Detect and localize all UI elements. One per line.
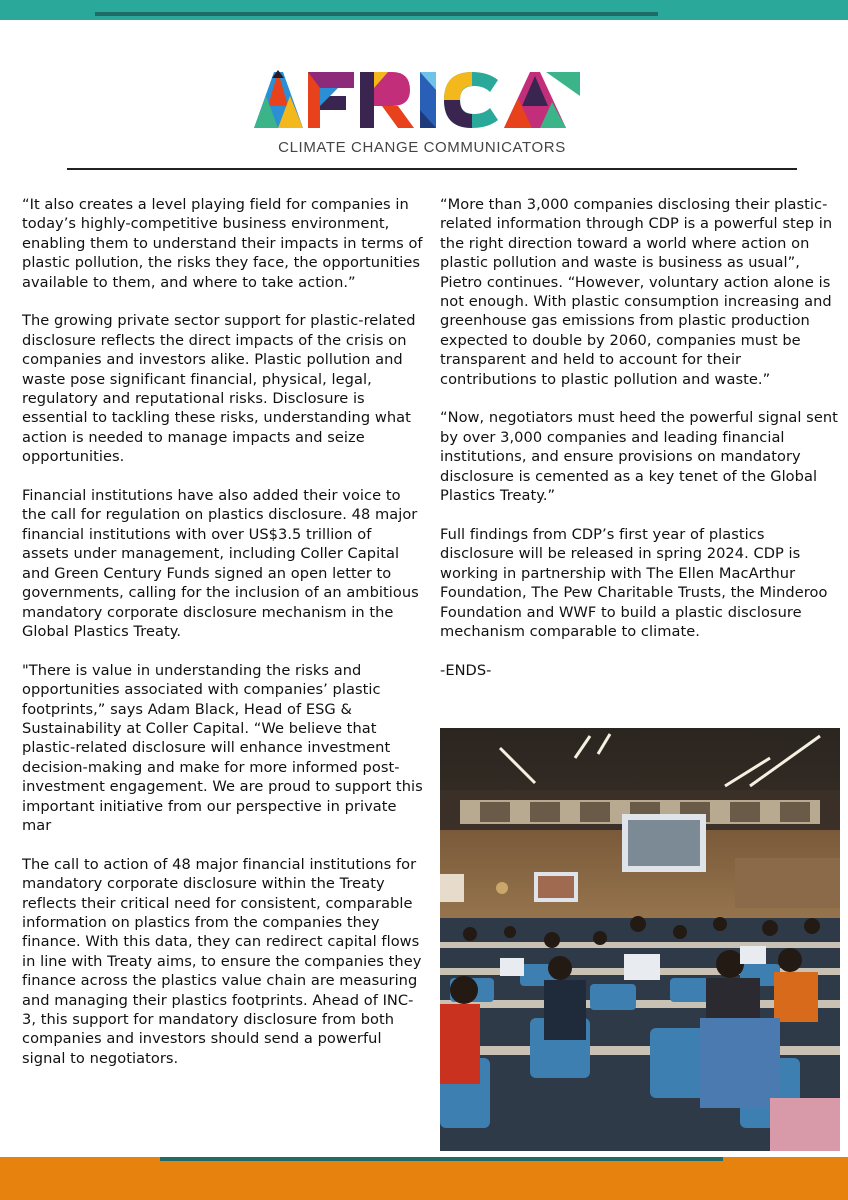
article-left-column — [22, 195, 427, 1088]
emblem — [496, 882, 508, 894]
logo-tagline: CLIMATE CHANGE COMMUNICATORS — [278, 139, 566, 156]
conference-hall-photo — [440, 728, 840, 1151]
paragraph-financial-institutions: Financial institutions have also added their voice to the call for regulation on plastics disclosure. 48 major financial institutions with over US$3.5 trillion of assets under management, including Coller Capital and Green Century Funds signed an open letter to governments, calling for the inclusion of an ambitious mandatory corporate disclosure mechanism in the Global Plastics Treaty. — [22, 487, 419, 640]
bottom-orange-band — [0, 1157, 848, 1200]
logo-letter-f — [308, 72, 354, 128]
bottom-accent-line — [160, 1157, 723, 1161]
paragraph-call-to-action: The call to action of 48 major financial institutions for mandatory corporate disclosure within the Treaty reflects their critical need for consistent, comparable information on plastics from the companies they finance. With this data, they can redirect capital flows in line with Treaty aims, to ensure the companies they finance across the plastics value chain are measuring and managing their plastics footprints. Ahead of INC- 3, this support for mandatory disclosure from both companies and investors should send a powerful signal to negotiators. — [22, 855, 422, 1067]
top-accent-line — [95, 12, 658, 16]
paragraph-pietro-quote: “More than 3,000 companies disclosing their plastic- related information through CDP is a powerful step in the right direction toward a world where action on plastic pollution and waste is business as usual”, Pietro continues. “However, voluntary action alone is not enough. With plastic consumption increasing and greenhouse gas emissions from plastic production expected to double by 2060, companies must be transparent and held to account for their contributions to plastic pollution and waste.” — [440, 196, 833, 388]
paragraph-private-sector-support: The growing private sector support for plastic-related disclosure reflects the direct impacts of the crisis on companies and investors alike. Plastic pollution and waste pose significant financial, physical, legal, regulatory and reputational risks. Disclosure is essential to tackling these risks, understanding what action is needed to manage impacts and seize opportunities. — [22, 312, 416, 466]
logo-letter-r — [360, 72, 414, 128]
logo-letter-a-2 — [504, 72, 580, 128]
paragraph-adam-black-quote: "There is value in understanding the risks and opportunities associated with companies’ plastic footprints,” says Adam Black, Head of ESG & Sustainability at Coller Capital. “We believe that plastic-related disclosure will enhance investment decision-making and make for more informed post- investment engagement. We are proud to support this important initiative from our perspective in private mar — [22, 661, 423, 834]
paragraph-level-playing-field: “It also creates a level playing field for companies in today’s highly-competitive business environment, enabling them to understand their impacts in terms of plastic pollution, the risks they face, the opportunities available to them, and where to take action.” — [22, 196, 423, 291]
logo-letter-i — [420, 72, 436, 128]
paragraph-full-findings: Full findings from CDP’s first year of plastics disclosure will be released in spring 2024. CDP is working in partnership with The Ellen MacArthur Foundation, The Pew Charitable Trusts, the Minderoo Foundation and WWF to build a plastic disclosure mechanism comparable to climate. — [440, 525, 828, 640]
paragraph-negotiators: “Now, negotiators must heed the powerful signal sent by over 3,000 companies and leading financial institutions, and ensure provisions on mandatory disclosure is cemented as a key tenet of the Global Plastics Treaty.” — [440, 409, 838, 505]
logo-letter-a-1 — [254, 70, 303, 128]
article-right-column — [440, 195, 845, 700]
top-teal-band — [0, 0, 848, 20]
header-divider — [67, 168, 797, 170]
africa-climate-change-communicators-logo — [250, 66, 594, 158]
logo-letter-c — [444, 72, 498, 128]
ends-marker: -ENDS- — [440, 661, 492, 679]
